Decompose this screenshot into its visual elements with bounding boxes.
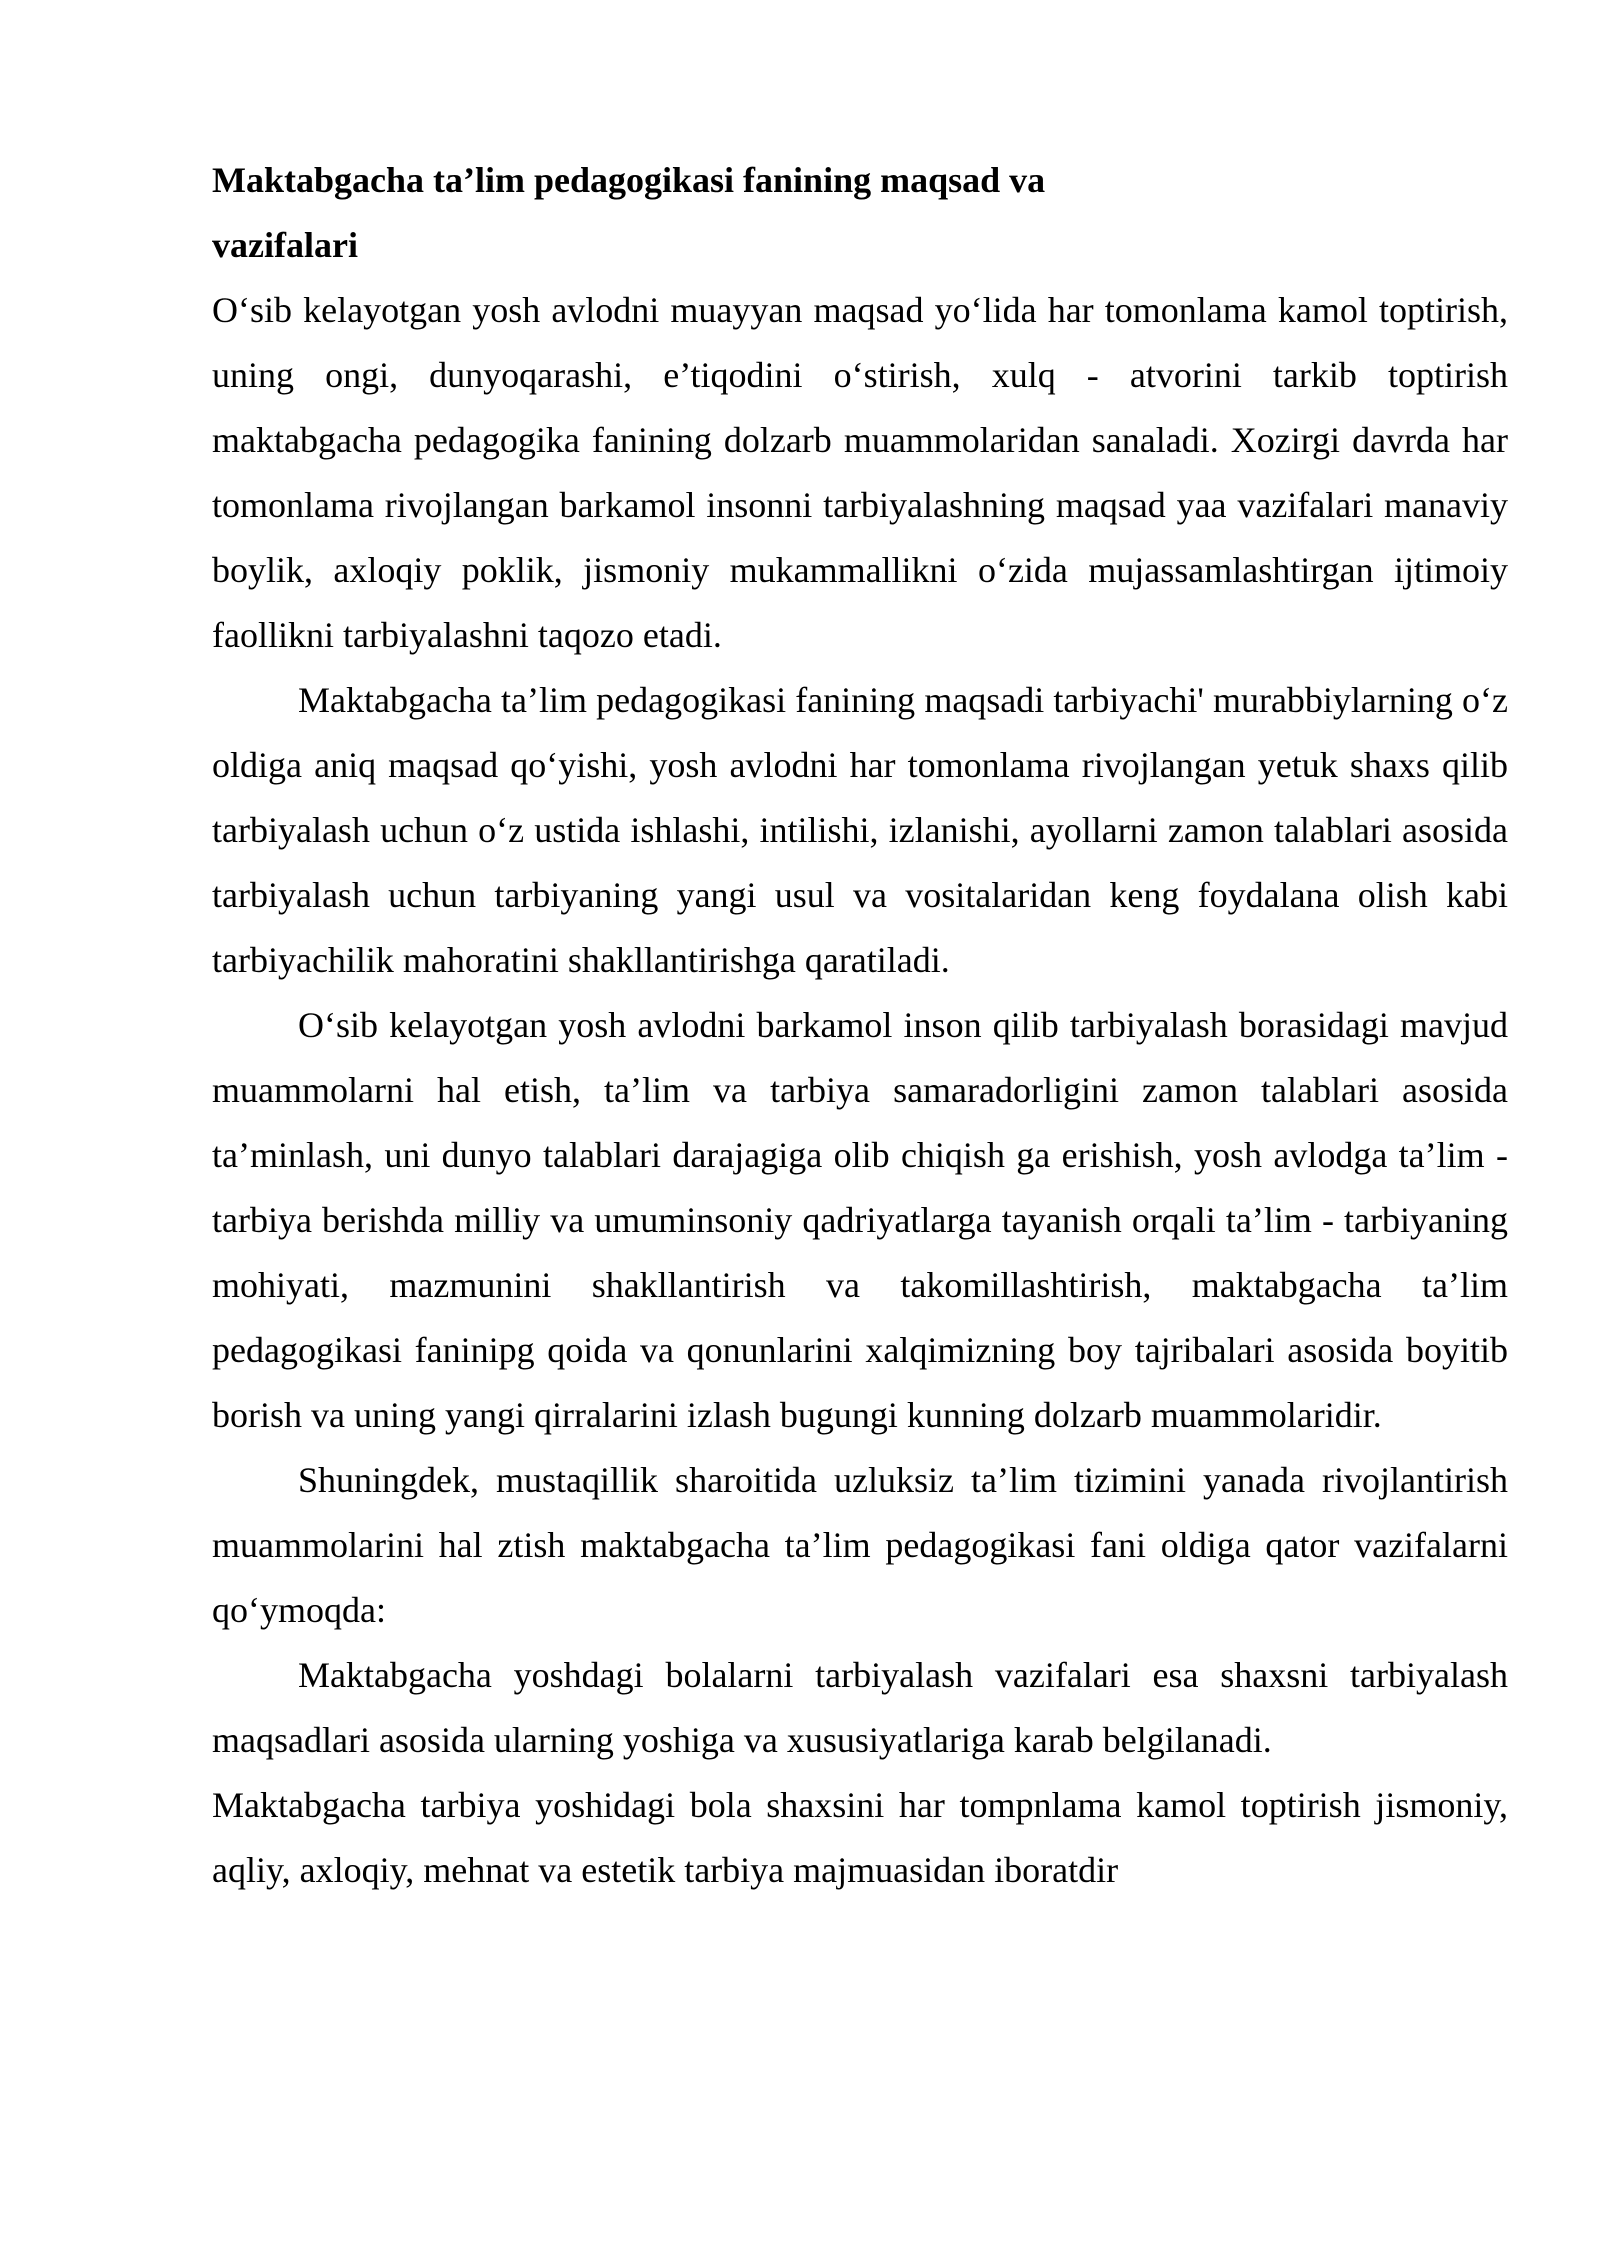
- paragraph-tasks: Shuningdek, mustaqillik sharoitida uzluksiz ta’lim tizimini yanada rivojlantirish muammolarini hal ztish maktabgacha ta’lim pedagogikasi fani oldiga qator vazifalarni qo‘ymoqda:: [212, 1460, 1508, 1630]
- document-title: Maktabgacha ta’lim pedagogikasi fanining maqsad va vazifalari: [212, 160, 1046, 265]
- document-body: [212, 148, 1508, 1903]
- paragraph-intro: O‘sib kelayotgan yosh avlodni muayyan maqsad yo‘lida har tomonlama kamol toptirish, uning ongi, dunyoqarashi, e’tiqodini o‘stirish, xulq - atvorini tarkib toptirish maktabgacha pedagogika fanining dolzarb muammolaridan sanaladi. Xozirgi davrda har tomonlama rivojlangan barkamol insonni tarbiyalashning maqsad yaa vazifalari manaviy boylik, axloqiy poklik, jismoniy mukammallikni o‘zida mujassamlashtirgan ijtimoiy faollikni tarbiyalashni taqozo etadi.: [212, 290, 1508, 655]
- paragraph-conclusion: Maktabgacha tarbiya yoshidagi bola shaxsini har tompnlama kamol toptirish jismoniy, aqliy, axloqiy, mehnat va estetik tarbiya majmuasidan iboratdir: [212, 1785, 1508, 1890]
- paragraph-goal: Maktabgacha ta’lim pedagogikasi fanining maqsadi tarbiyachi' murabbiylarning o‘z oldiga aniq maqsad qo‘yishi, yosh avlodni har tomonlama rivojlangan yetuk shaxs qilib tarbiyalash uchun o‘z ustida ishlashi, intilishi, izlanishi, ayollarni zamon talablari asosida tarbiyalash uchun tarbiyaning yangi usul va vositalaridan keng foydalana olish kabi tarbiyachilik mahoratini shakllantirishga qaratiladi.: [212, 680, 1508, 980]
- paragraph-problems: O‘sib kelayotgan yosh avlodni barkamol inson qilib tarbiyalash borasidagi mavjud muammolarni hal etish, ta’lim va tarbiya samaradorligini zamon talablari asosida ta’minlash, uni dunyo talablari darajagiga olib chiqish ga erishish, yosh avlodga ta’lim - tarbiya berishda milliy va umuminsoniy qadriyatlarga tayanish orqali ta’lim - tarbiyaning mohiyati, mazmunini shakllantirish va takomillashtirish, maktabgacha ta’lim pedagogikasi faninipg qoida va qonunlarini xalqimizning boy tajribalari asosida boyitib borish va uning yangi qirralarini izlash bugungi kunning dolzarb muammolaridir.: [212, 1005, 1508, 1435]
- paragraph-upbringing-tasks: Maktabgacha yoshdagi bolalarni tarbiyalash vazifalari esa shaxsni tarbiyalash maqsadlari asosida ularning yoshiga va xususiyatlariga karab belgilanadi.: [212, 1655, 1508, 1760]
